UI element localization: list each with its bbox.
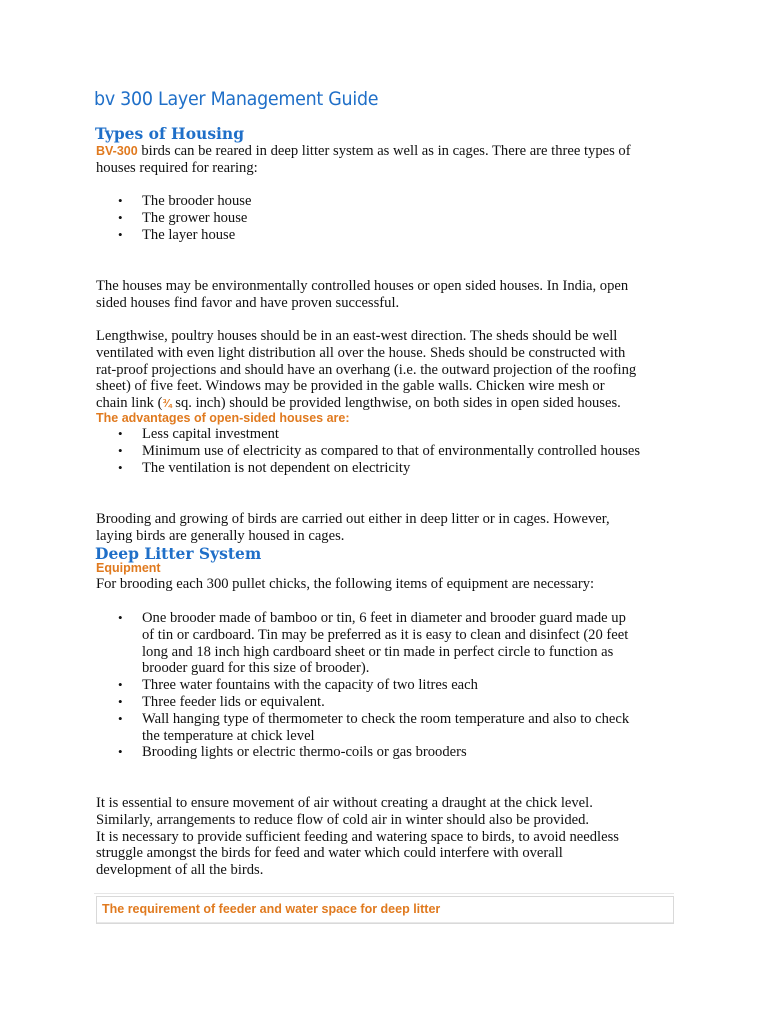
list-item: • Minimum use of electricity as compared to that of environmentally controlled houses — [96, 443, 640, 460]
list-item: • Less capital investment — [96, 426, 640, 443]
list-item-line: • One brooder made of bamboo or tin, 6 feet in diameter and brooder guard made up — [142, 610, 626, 626]
paragraph-line: struggle amongst the birds for feed and water which could interfere with overall — [96, 845, 563, 862]
table-top-rule — [94, 893, 674, 894]
paragraph-line: sq. inch) should be provided lengthwise, on both sides in open sided houses. — [171, 395, 621, 412]
list-item: • Three water fountains with the capacity of two litres each — [96, 677, 629, 694]
equipment-list — [96, 610, 629, 761]
list-item — [96, 610, 629, 677]
table-caption: The requirement of feeder and water space for deep litter — [102, 902, 441, 916]
paragraph-line: rat-proof projections and should have an overhang (i.e. the outward projection of the roofing — [96, 361, 637, 378]
list-item: • The ventilation is not dependent on electricity — [96, 460, 640, 477]
paragraph-line: development of all the birds. — [96, 862, 264, 879]
house-types-list — [96, 193, 251, 243]
advantages-list — [96, 426, 640, 476]
intro-line-2: houses required for rearing: — [96, 159, 258, 176]
paragraph-line: Similarly, arrangements to reduce flow of cold air in winter should also be provided. — [96, 811, 590, 828]
heading-deep-litter: Deep Litter System — [95, 544, 262, 563]
page-title: bv 300 Layer Management Guide — [94, 88, 379, 110]
paragraph-line: Lengthwise, poultry houses should be in an east-west direction. The sheds should be well — [96, 328, 618, 344]
paragraph-orientation — [96, 328, 696, 413]
list-item: • Brooding lights or electric thermo-coils or gas brooders — [96, 744, 629, 761]
list-item: • Three feeder lids or equivalent. — [96, 694, 629, 711]
equipment-heading: Equipment — [96, 561, 161, 575]
paragraph-line: chain link ( — [96, 395, 163, 412]
list-item-line: of tin or cardboard. Tin may be preferred as it is easy to clean and disinfect (20 feet — [142, 626, 629, 643]
list-item-line: • Wall hanging type of thermometer to check the room temperature and also to check — [142, 710, 630, 727]
fraction-value: ¾ — [162, 398, 172, 411]
paragraph-line: It is necessary to provide sufficient feeding and watering space to birds, to avoid needless — [96, 828, 619, 845]
paragraph-line: laying birds are generally housed in cages. — [96, 527, 345, 544]
list-item-line: the temperature at chick level — [142, 727, 315, 744]
list-item: • The brooder house — [96, 193, 251, 210]
brand-label: BV-300 — [96, 144, 138, 158]
paragraph-house-kinds — [96, 278, 696, 312]
heading-types-of-housing: Types of Housing — [95, 124, 245, 143]
paragraph-brooding — [96, 511, 696, 545]
paragraph-line: It is essential to ensure movement of air without creating a draught at the chick level. — [96, 795, 593, 811]
paragraph-closing — [96, 795, 696, 879]
list-item: • The layer house — [96, 227, 251, 244]
intro-paragraph — [96, 143, 696, 177]
paragraph-line: Brooding and growing of birds are carried out either in deep litter or in cages. However, — [96, 511, 610, 527]
list-item — [96, 711, 629, 745]
list-item: • The grower house — [96, 210, 251, 227]
list-item-line: long and 18 inch high cardboard sheet or tin made in perfect circle to function as — [142, 643, 614, 660]
advantages-heading: The advantages of open-sided houses are: — [96, 411, 350, 425]
paragraph-line: sheet) of five feet. Windows may be provided in the gable walls. Chicken wire mesh or — [96, 378, 605, 395]
equipment-intro: For brooding each 300 pullet chicks, the following items of equipment are necessary: — [96, 576, 595, 592]
feeder-space-table — [96, 896, 674, 924]
list-item-line: brooder guard for this size of brooder). — [142, 660, 370, 677]
paragraph-line: sided houses find favor and have proven successful. — [96, 294, 400, 311]
paragraph-line: The houses may be environmentally controlled houses or open sided houses. In India, open — [96, 278, 629, 294]
paragraph-line: ventilated with even light distribution all over the house. Sheds should be constructed with — [96, 344, 626, 361]
intro-line-1: birds can be reared in deep litter system as well as in cages. There are three types of — [137, 143, 631, 159]
